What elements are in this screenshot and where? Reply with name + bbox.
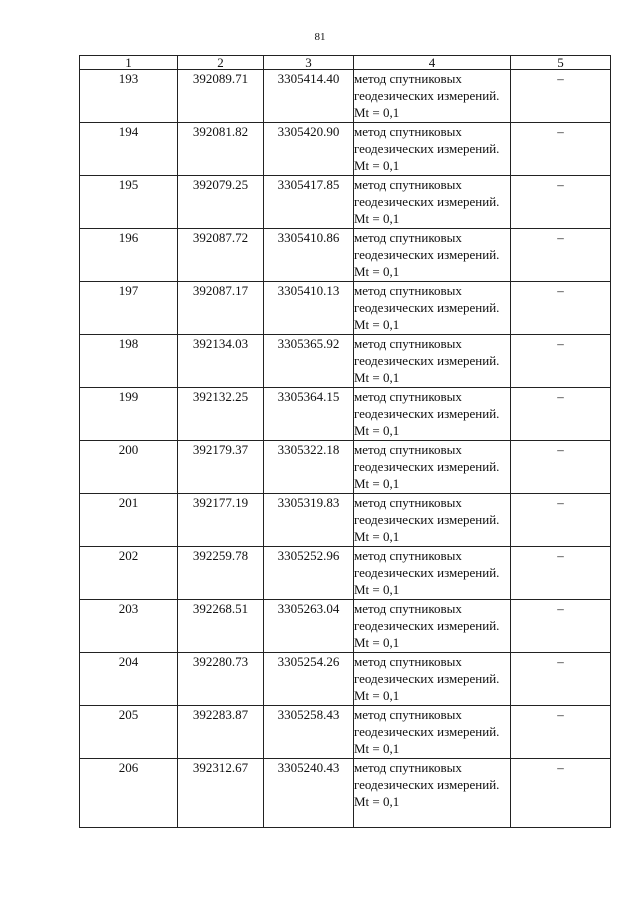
x-coordinate-cell: 392132.25 <box>178 388 264 441</box>
x-coordinate-cell: 392081.82 <box>178 123 264 176</box>
note-cell: – <box>511 70 611 123</box>
note-cell: – <box>511 547 611 600</box>
note-cell: – <box>511 388 611 441</box>
point-number-cell: 194 <box>80 123 178 176</box>
point-number-cell: 202 <box>80 547 178 600</box>
method-cell: метод спутниковых геодезических измерений. Mt = 0,1 <box>354 494 511 547</box>
method-cell: метод спутниковых геодезических измерений. Mt = 0,1 <box>354 70 511 123</box>
method-cell: метод спутниковых геодезических измерений. Mt = 0,1 <box>354 282 511 335</box>
y-coordinate-cell: 3305364.15 <box>264 388 354 441</box>
y-coordinate-cell: 3305410.86 <box>264 229 354 282</box>
note-cell: – <box>511 759 611 828</box>
x-coordinate-cell: 392079.25 <box>178 176 264 229</box>
method-cell: метод спутниковых геодезических измерений. Mt = 0,1 <box>354 335 511 388</box>
column-header: 5 <box>511 56 611 70</box>
table-row <box>80 335 611 388</box>
x-coordinate-cell: 392089.71 <box>178 70 264 123</box>
y-coordinate-cell: 3305420.90 <box>264 123 354 176</box>
table-row <box>80 653 611 706</box>
point-number-cell: 204 <box>80 653 178 706</box>
point-number-cell: 195 <box>80 176 178 229</box>
x-coordinate-cell: 392177.19 <box>178 494 264 547</box>
table-row <box>80 123 611 176</box>
table-row <box>80 70 611 123</box>
y-coordinate-cell: 3305240.43 <box>264 759 354 828</box>
x-coordinate-cell: 392283.87 <box>178 706 264 759</box>
method-cell: метод спутниковых геодезических измерений. Mt = 0,1 <box>354 653 511 706</box>
x-coordinate-cell: 392134.03 <box>178 335 264 388</box>
method-cell: метод спутниковых геодезических измерений. Mt = 0,1 <box>354 547 511 600</box>
y-coordinate-cell: 3305258.43 <box>264 706 354 759</box>
table-row <box>80 282 611 335</box>
note-cell: – <box>511 441 611 494</box>
y-coordinate-cell: 3305417.85 <box>264 176 354 229</box>
y-coordinate-cell: 3305410.13 <box>264 282 354 335</box>
point-number-cell: 201 <box>80 494 178 547</box>
note-cell: – <box>511 123 611 176</box>
note-cell: – <box>511 653 611 706</box>
point-number-cell: 197 <box>80 282 178 335</box>
column-header: 4 <box>354 56 511 70</box>
point-number-cell: 206 <box>80 759 178 828</box>
table-row <box>80 176 611 229</box>
point-number-cell: 205 <box>80 706 178 759</box>
table-row <box>80 388 611 441</box>
x-coordinate-cell: 392280.73 <box>178 653 264 706</box>
y-coordinate-cell: 3305319.83 <box>264 494 354 547</box>
method-cell: метод спутниковых геодезических измерений. Mt = 0,1 <box>354 176 511 229</box>
point-number-cell: 196 <box>80 229 178 282</box>
table-row <box>80 600 611 653</box>
point-number-cell: 200 <box>80 441 178 494</box>
note-cell: – <box>511 706 611 759</box>
method-cell: метод спутниковых геодезических измерений. Mt = 0,1 <box>354 759 511 828</box>
point-number-cell: 198 <box>80 335 178 388</box>
y-coordinate-cell: 3305252.96 <box>264 547 354 600</box>
coordinates-table <box>79 55 611 828</box>
note-cell: – <box>511 335 611 388</box>
x-coordinate-cell: 392087.17 <box>178 282 264 335</box>
table-header-row <box>80 56 611 70</box>
point-number-cell: 199 <box>80 388 178 441</box>
table-row <box>80 706 611 759</box>
table-row <box>80 759 611 828</box>
note-cell: – <box>511 282 611 335</box>
x-coordinate-cell: 392087.72 <box>178 229 264 282</box>
column-header: 3 <box>264 56 354 70</box>
point-number-cell: 193 <box>80 70 178 123</box>
x-coordinate-cell: 392268.51 <box>178 600 264 653</box>
method-cell: метод спутниковых геодезических измерений. Mt = 0,1 <box>354 123 511 176</box>
method-cell: метод спутниковых геодезических измерений. Mt = 0,1 <box>354 600 511 653</box>
x-coordinate-cell: 392259.78 <box>178 547 264 600</box>
method-cell: метод спутниковых геодезических измерений. Mt = 0,1 <box>354 706 511 759</box>
note-cell: – <box>511 176 611 229</box>
table-row <box>80 229 611 282</box>
method-cell: метод спутниковых геодезических измерений. Mt = 0,1 <box>354 388 511 441</box>
table-row <box>80 494 611 547</box>
y-coordinate-cell: 3305322.18 <box>264 441 354 494</box>
method-cell: метод спутниковых геодезических измерений. Mt = 0,1 <box>354 441 511 494</box>
page-number: 81 <box>314 31 326 43</box>
table-row <box>80 441 611 494</box>
x-coordinate-cell: 392312.67 <box>178 759 264 828</box>
y-coordinate-cell: 3305414.40 <box>264 70 354 123</box>
y-coordinate-cell: 3305365.92 <box>264 335 354 388</box>
table-body <box>80 70 611 828</box>
note-cell: – <box>511 494 611 547</box>
x-coordinate-cell: 392179.37 <box>178 441 264 494</box>
method-cell: метод спутниковых геодезических измерений. Mt = 0,1 <box>354 229 511 282</box>
column-header: 1 <box>80 56 178 70</box>
y-coordinate-cell: 3305254.26 <box>264 653 354 706</box>
note-cell: – <box>511 600 611 653</box>
table-row <box>80 547 611 600</box>
column-header: 2 <box>178 56 264 70</box>
point-number-cell: 203 <box>80 600 178 653</box>
y-coordinate-cell: 3305263.04 <box>264 600 354 653</box>
note-cell: – <box>511 229 611 282</box>
